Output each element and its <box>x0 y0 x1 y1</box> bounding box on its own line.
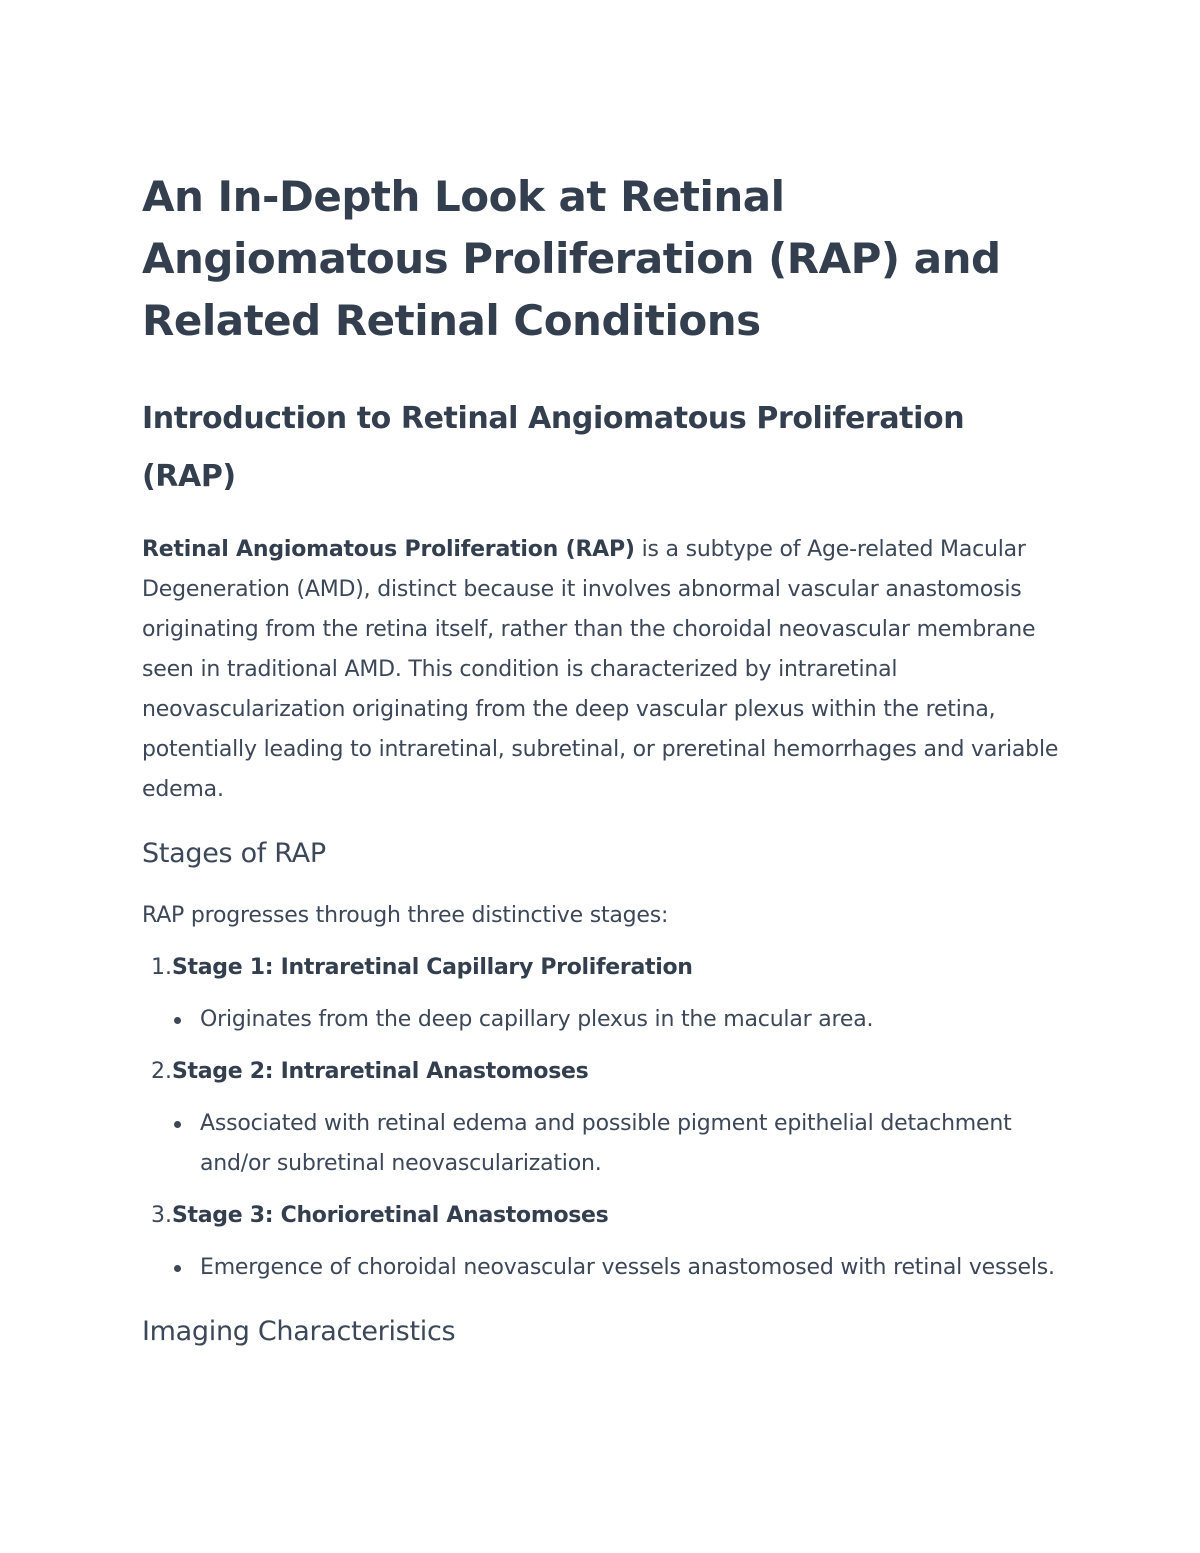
intro-bold-term: Retinal Angiomatous Proliferation (RAP) <box>142 537 635 562</box>
bullet-icon <box>142 1248 200 1288</box>
stage-detail-text: Emergence of choroidal neovascular vessels anastomosed with retinal vessels. <box>200 1255 1055 1280</box>
bullet-icon <box>142 1104 200 1184</box>
stage-title: Stage 3: Chorioretinal Anastomoses <box>172 1203 609 1228</box>
stage-item-3 <box>142 1196 1062 1288</box>
stage-item-2 <box>142 1052 1062 1184</box>
stage-detail <box>142 1104 1062 1184</box>
intro-body: is a subtype of Age-related Macular Degeneration (AMD), distinct because it involves abnormal vascular anastomosis originating from the retina itself, rather than the choroidal neovascular membrane seen in traditional AMD. This condition is characterized by intraretinal neovascularization originating from the deep vascular plexus within the retina, potentially leading to intraretinal, subretinal, or preretinal hemorrhages and variable edema. <box>142 537 1059 802</box>
document-title: An In-Depth Look at Retinal Angiomatous Proliferation (RAP) and Related Retinal Conditions <box>142 172 1001 345</box>
intro-paragraph <box>142 530 1062 810</box>
stage-title: Stage 2: Intraretinal Anastomoses <box>172 1059 589 1084</box>
stage-detail-text: Originates from the deep capillary plexus in the macular area. <box>200 1007 874 1032</box>
intro-heading: Introduction to Retinal Angiomatous Proliferation (RAP) <box>142 401 965 494</box>
stage-detail-text: Associated with retinal edema and possible pigment epithelial detachment and/or subretinal neovascularization. <box>200 1111 1012 1176</box>
stage-detail <box>142 1000 1062 1040</box>
stage-number: 2. <box>151 1059 172 1084</box>
document-page <box>142 166 1062 1362</box>
stages-lead: RAP progresses through three distinctive stages: <box>142 903 669 928</box>
stage-detail <box>142 1248 1062 1288</box>
stage-title: Stage 1: Intraretinal Capillary Proliferation <box>172 955 693 980</box>
stages-list <box>142 948 1062 1288</box>
stage-number: 3. <box>151 1203 172 1228</box>
imaging-heading: Imaging Characteristics <box>142 1316 456 1347</box>
stage-number: 1. <box>151 955 172 980</box>
stages-heading: Stages of RAP <box>142 838 326 869</box>
bullet-icon <box>142 1000 200 1040</box>
stage-item-1 <box>142 948 1062 1040</box>
